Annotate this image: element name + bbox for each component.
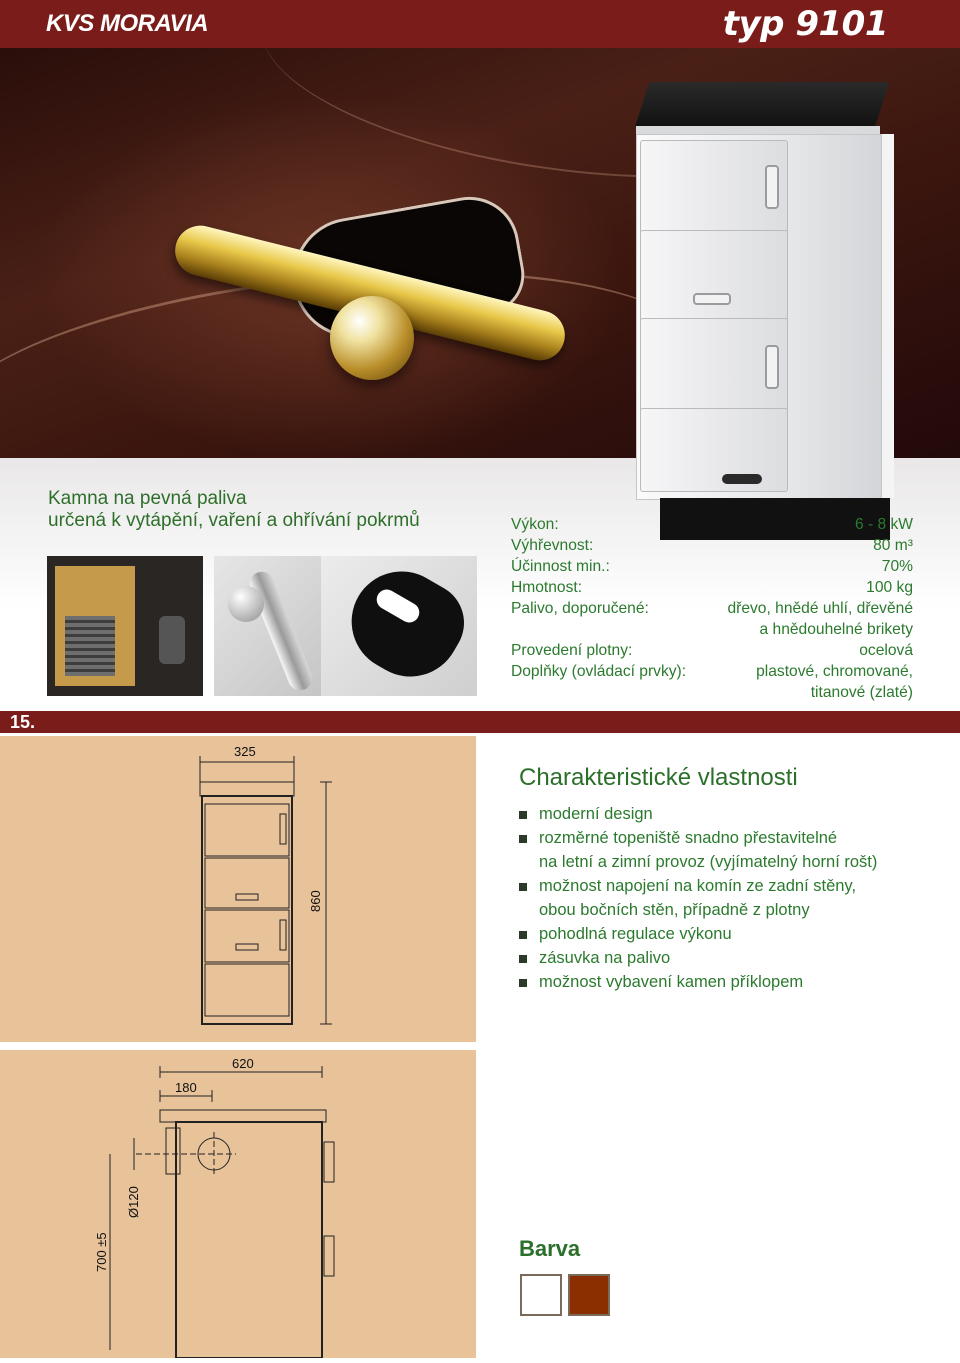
regulator-icon: [236, 944, 258, 950]
firebox-grate: [65, 616, 115, 676]
spec-value: 70%: [881, 558, 913, 575]
features-list: [519, 802, 939, 994]
front-view-drawing: [0, 736, 476, 1042]
spec-value: dřevo, hnědé uhlí, dřevěné a hnědouhelné brikety: [727, 600, 913, 638]
page-number: 15.: [10, 712, 36, 732]
dimension-height-label: 860: [308, 890, 323, 912]
side-bracket: [166, 1128, 180, 1174]
header-bar: [0, 0, 960, 48]
firebox-opening: [159, 616, 185, 664]
spec-value: 100 kg: [866, 579, 913, 596]
dimension-offset-label: 180: [175, 1080, 197, 1095]
intro-line-1: Kamna na pevná paliva: [48, 488, 247, 509]
dimension-width-label: 620: [232, 1056, 254, 1071]
hotplate-outline: [160, 1110, 326, 1122]
spec-row: [511, 661, 913, 703]
spec-row: [511, 577, 913, 598]
color-title: Barva: [519, 1236, 581, 1261]
drawing-front-panel: [0, 736, 476, 1042]
feature-text: moderní design: [539, 805, 653, 823]
dimension-height-label: 700 ±5: [94, 1232, 109, 1272]
door-handle-icon: [324, 1236, 334, 1276]
features-section: [519, 764, 939, 994]
gold-handle-knob: [330, 296, 414, 380]
intro-line-2: určená k vytápění, vaření a ohřívání pokrmů: [48, 510, 420, 531]
regulator-plate: [333, 556, 477, 695]
thumbnail-regulator: [321, 556, 477, 696]
feature-text: pohodlná regulace výkonu: [539, 925, 732, 943]
feature-text: možnost vybavení kamen příklopem: [539, 973, 804, 991]
hotplate-outline: [200, 782, 294, 796]
feature-item: [519, 922, 939, 946]
brand-badge: [722, 474, 762, 484]
spec-label: Provedení plotny:: [511, 642, 633, 659]
air-regulator-icon: [693, 293, 731, 305]
square-bullet-icon: [519, 931, 527, 939]
spec-label: Doplňky (ovládací prvky):: [511, 663, 687, 680]
spec-table: [511, 514, 913, 703]
spec-label: Účinnost min.:: [511, 558, 610, 575]
feature-text: zásuvka na palivo: [539, 949, 671, 967]
stove-photo: [630, 60, 900, 540]
spec-label: Hmotnost:: [511, 579, 583, 596]
drawer-outline: [205, 964, 289, 1016]
door-handle-icon: [280, 814, 286, 844]
feature-item: [519, 826, 939, 874]
spec-label: Palivo, doporučené:: [511, 600, 649, 617]
color-swatch-brown[interactable]: [568, 1274, 610, 1316]
stove-drawer: [640, 408, 788, 492]
door-outline: [205, 910, 289, 962]
door-handle-icon: [765, 345, 779, 389]
dimension-width-label: 325: [234, 744, 256, 759]
side-view-drawing: [0, 1050, 476, 1358]
spec-value: ocelová: [859, 642, 913, 659]
page-number-bar: [0, 711, 960, 733]
stove-door-fire: [640, 318, 788, 412]
feature-item: [519, 802, 939, 826]
chrome-rod: [246, 568, 315, 694]
stove-door-middle: [640, 230, 788, 322]
spec-row: [511, 640, 913, 661]
regulator-icon: [236, 894, 258, 900]
spec-row: [511, 598, 913, 640]
door-outline: [205, 804, 289, 856]
feature-item: [519, 946, 939, 970]
stove-hotplate: [635, 82, 890, 128]
brand-name: KVS MORAVIA: [46, 10, 209, 37]
feature-text: rozměrné topeniště snadno přestavitelné na letní a zimní provoz (vyjímatelný horní rošt): [539, 829, 878, 871]
spec-label: Výkon:: [511, 516, 559, 533]
square-bullet-icon: [519, 835, 527, 843]
square-bullet-icon: [519, 979, 527, 987]
door-handle-icon: [765, 165, 779, 209]
dimension-pipe-label: Ø120: [126, 1186, 141, 1218]
spec-value: plastové, chromované, titanové (zlaté): [756, 663, 913, 701]
spec-row: [511, 535, 913, 556]
thumbnail-firebox: [47, 556, 203, 696]
square-bullet-icon: [519, 955, 527, 963]
chrome-knob: [228, 586, 264, 622]
stove-door-top: [640, 140, 788, 234]
drawing-side-panel: [0, 1050, 476, 1358]
square-bullet-icon: [519, 811, 527, 819]
square-bullet-icon: [519, 883, 527, 891]
feature-text: možnost napojení na komín ze zadní stěny, obou bočních stěn, případně z plotny: [539, 877, 857, 919]
model-title: typ 9101: [722, 4, 888, 44]
door-handle-icon: [280, 920, 286, 950]
color-swatch-white[interactable]: [520, 1274, 562, 1316]
features-title: Charakteristické vlastnosti: [519, 764, 798, 791]
spec-label: Výhřevnost:: [511, 537, 594, 554]
feature-item: [519, 970, 939, 994]
spec-value: 6 - 8 kW: [854, 516, 913, 533]
spec-row: [511, 556, 913, 577]
feature-item: [519, 874, 939, 922]
spec-row: [511, 514, 913, 535]
intro-text: [48, 488, 420, 532]
door-handle-icon: [324, 1142, 334, 1182]
spec-value: 80 m³: [873, 537, 913, 554]
